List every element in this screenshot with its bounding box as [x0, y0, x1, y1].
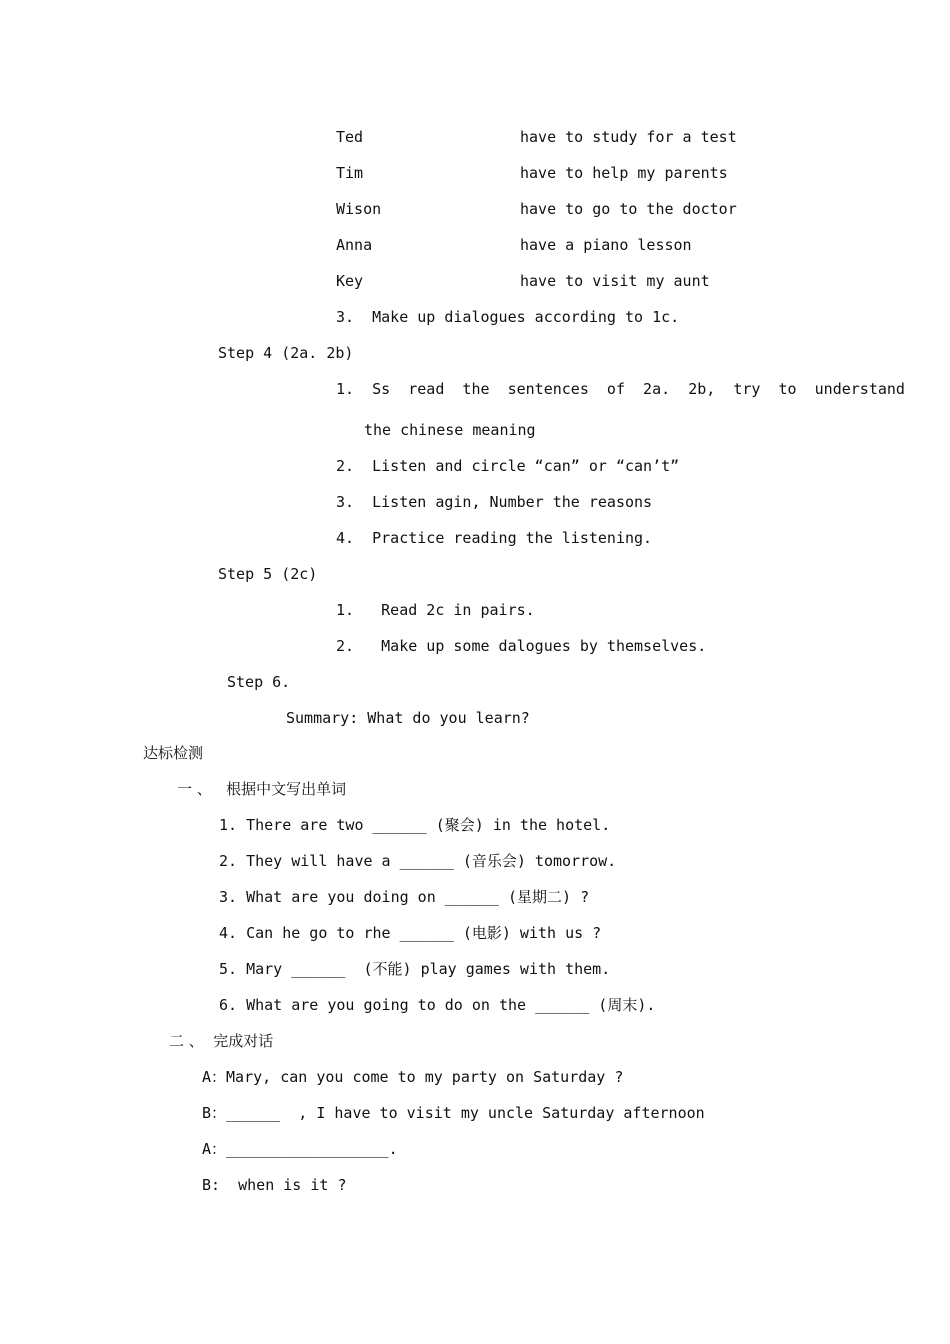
table-reason-ted: have to study for a test: [520, 128, 737, 146]
table-name-wison: Wison: [336, 200, 382, 218]
part1-item-3: 3. What are you doing on ______ (星期二) ?: [219, 888, 590, 906]
part1-item-1: 1. There are two ______ (聚会) in the hotel.: [219, 816, 611, 834]
step5-item-1: 1. Read 2c in pairs.: [336, 601, 535, 619]
part1-heading: 一 、 根据中文写出单词: [177, 780, 347, 798]
step6-heading: Step 6.: [227, 673, 291, 691]
dialogue-line-3: A：__________________.: [202, 1140, 398, 1158]
step5-heading: Step 5 (2c): [218, 565, 318, 583]
table-name-ted: Ted: [336, 128, 364, 146]
step3-item-3: 3. Make up dialogues according to 1c.: [336, 308, 680, 326]
table-reason-key: have to visit my aunt: [520, 272, 710, 290]
test-section-title: 达标检测: [143, 744, 204, 762]
part1-item-4: 4. Can he go to rhe ______ (电影) with us ?: [219, 924, 602, 942]
step4-item-3: 3. Listen agin, Number the reasons: [336, 493, 653, 511]
table-name-key: Key: [336, 272, 364, 290]
dialogue-line-2: B：______ , I have to visit my uncle Saturday afternoon: [202, 1104, 705, 1122]
table-name-tim: Tim: [336, 164, 364, 182]
table-name-anna: Anna: [336, 236, 373, 254]
part1-item-2: 2. They will have a ______ (音乐会) tomorrow.: [219, 852, 617, 870]
part1-item-5: 5. Mary ______ (不能) play games with them.: [219, 960, 611, 978]
step5-item-2: 2. Make up some dalogues by themselves.: [336, 637, 707, 655]
dialogue-line-1: A：Mary, can you come to my party on Saturday ?: [202, 1068, 624, 1086]
part1-item-6: 6. What are you going to do on the ______ (周末).: [219, 996, 656, 1014]
step4-item-4: 4. Practice reading the listening.: [336, 529, 653, 547]
step6-summary: Summary: What do you learn?: [286, 709, 530, 727]
table-reason-wison: have to go to the doctor: [520, 200, 737, 218]
table-reason-tim: have to help my parents: [520, 164, 728, 182]
step4-item-1-continued: the chinese meaning: [364, 421, 536, 439]
dialogue-line-4: B: when is it ?: [202, 1176, 347, 1194]
part2-heading: 二 、 完成对话: [169, 1032, 274, 1050]
table-reason-anna: have a piano lesson: [520, 236, 692, 254]
step4-item-1: 1. Ss read the sentences of 2a. 2b, try to understand: [336, 380, 905, 398]
step4-heading: Step 4 (2a. 2b): [218, 344, 354, 362]
step4-item-2: 2. Listen and circle “can” or “can’t”: [336, 457, 680, 475]
